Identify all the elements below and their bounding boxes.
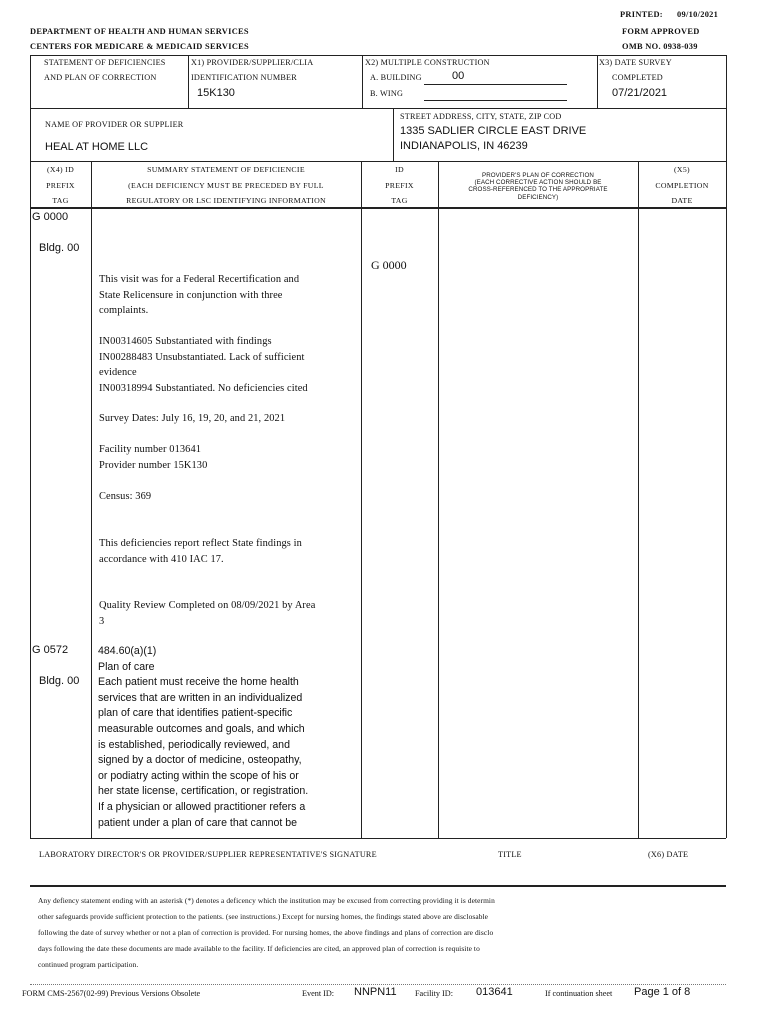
visit-description: This visit was for a Federal Recertification and State Relicensure in conjunction with three complaints.: [99, 274, 300, 317]
printed-label: PRINTED:: [620, 10, 663, 19]
wing-label: B. WING: [370, 89, 404, 98]
entry-building-2: Bldg. 00: [39, 675, 80, 687]
completed-label: COMPLETED: [612, 73, 663, 82]
row1-bottom-border: [30, 108, 726, 109]
statement-label-2: AND PLAN OF CORRECTION: [44, 73, 157, 82]
street-address-line2: INDIANAPOLIS, IN 46239: [400, 140, 528, 152]
facility-provider-numbers: Facility number 013641 Provider number 15K130: [99, 444, 208, 471]
plan-of-correction-header: PROVIDER'S PLAN OF CORRECTION (EACH CORRECTIVE ACTION SHOULD BE CROSS-REFERENCED TO THE APPROPRIATE DEFICIENCY): [468, 172, 608, 201]
entry-tag-g0572: G 0572: [32, 644, 69, 656]
deficiency-disclaimer: Any defiency statement ending with an asterisk (*) denotes a deficency which the institution may be excused from correcting providing it is determin other safeguards provide sufficient protection to the patients. (see instructions.) Except for nursing homes, the findings stated above are disclosable following the date of survey whether or not a plan of correction is provided. For nursing homes, the above findings and plans of correction are disclo days following the date these documents are made available to the facility. If deficiencies are cited, an approved plan of correction is requisite to continued program participation.: [38, 896, 495, 969]
printed-date: 09/10/2021: [677, 10, 719, 19]
table-bottom-border: [30, 838, 726, 839]
provider-id-label-1: X1) PROVIDER/SUPPLIER/CLIA: [191, 58, 314, 67]
g0572-regulation-text: 484.60(a)(1) Plan of care Each patient must receive the home health services that are written in an individualized plan of care that identifies patient-specific measurable outcomes and goals, and which is established, periodically reviewed, and signed by a doctor of medicine, osteopathy, or podiatry acting within the scope of his or her state license, certification, or registration. If a physician or allowed practitioner refers a patient under a plan of care that cannot be: [98, 645, 309, 829]
statement-label-1: STATEMENT OF DEFICIENCIES: [44, 58, 166, 67]
form-right-border: [726, 55, 727, 838]
quality-review-note: Quality Review Completed on 08/09/2021 by Area 3: [99, 600, 316, 627]
summary-statement-header: SUMMARY STATEMENT OF DEFICIENCIE (EACH DEFICIENCY MUST BE PRECEDED BY FULL REGULATORY OR LSC IDENTIFYING INFORMATION: [126, 165, 326, 205]
signature-date-label: (X6) DATE: [648, 850, 689, 859]
date-survey-label: X3) DATE SURVEY: [599, 58, 672, 67]
form-number: FORM CMS-2567(02-99) Previous Versions Obsolete: [22, 989, 201, 998]
facility-id-label: Facility ID:: [415, 989, 453, 998]
building-underline: [424, 84, 567, 85]
street-address-label: STREET ADDRESS, CITY, STATE, ZIP COD: [400, 112, 562, 121]
complaint-list: IN00314605 Substantiated with findings IN00288483 Unsubstantiated. Lack of sufficient evidence IN00318994 Substantiated. No deficiencies cited: [99, 336, 308, 394]
continuation-sheet-label: If continuation sheet: [545, 989, 613, 998]
signature-title-label: TITLE: [498, 850, 522, 859]
provider-name-value: HEAL AT HOME LLC: [45, 141, 149, 153]
entry-building-1: Bldg. 00: [39, 242, 80, 254]
street-address-line1: 1335 SADLIER CIRCLE EAST DRIVE: [400, 125, 587, 137]
completion-date-header: (X5) COMPLETION DATE: [655, 165, 709, 205]
signature-bottom-border: [30, 885, 726, 887]
building-label: A. BUILDING: [370, 73, 422, 82]
signature-label: LABORATORY DIRECTOR'S OR PROVIDER/SUPPLIER REPRESENTATIVE'S SIGNATURE: [39, 850, 377, 859]
centers-title: CENTERS FOR MEDICARE & MEDICAID SERVICES: [30, 42, 250, 51]
survey-completed-date: 07/21/2021: [612, 87, 668, 99]
event-id-label: Event ID:: [302, 989, 335, 998]
state-findings-note: This deficiencies report reflect State findings in accordance with 410 IAC 17.: [99, 538, 302, 565]
facility-id-value: 013641: [476, 986, 513, 998]
provider-id-label-2: IDENTIFICATION NUMBER: [191, 73, 297, 82]
footer-separator: [30, 984, 726, 985]
survey-dates: Survey Dates: July 16, 19, 20, and 21, 2021: [99, 413, 286, 424]
page-number: Page 1 of 8: [634, 986, 691, 998]
building-value: 00: [452, 70, 465, 82]
multiple-construction-label: X2) MULTIPLE CONSTRUCTION: [365, 58, 490, 67]
omb-number: OMB NO. 0938-039: [622, 42, 698, 51]
divider-summary-id: [361, 161, 362, 838]
divider-plan-completion: [638, 161, 639, 838]
id-prefix-header: ID PREFIX TAG: [385, 165, 414, 205]
provider-name-label: NAME OF PROVIDER OR SUPPLIER: [45, 120, 184, 129]
divider-tag-summary: [91, 161, 92, 838]
form-top-border: [30, 55, 726, 56]
divider-id-plan: [438, 161, 439, 838]
form-approved: FORM APPROVED: [622, 27, 700, 36]
x4-prefix-header: (X4) ID PREFIX TAG: [46, 165, 75, 205]
department-title: DEPARTMENT OF HEALTH AND HUMAN SERVICES: [30, 27, 249, 36]
id-prefix-g0000: G 0000: [371, 258, 407, 272]
census: Census: 369: [99, 491, 152, 502]
event-id-value: NNPN11: [354, 986, 397, 998]
wing-underline: [424, 100, 567, 101]
entry-tag-g0000: G 0000: [32, 211, 69, 223]
provider-id-value: 15K130: [197, 87, 235, 99]
